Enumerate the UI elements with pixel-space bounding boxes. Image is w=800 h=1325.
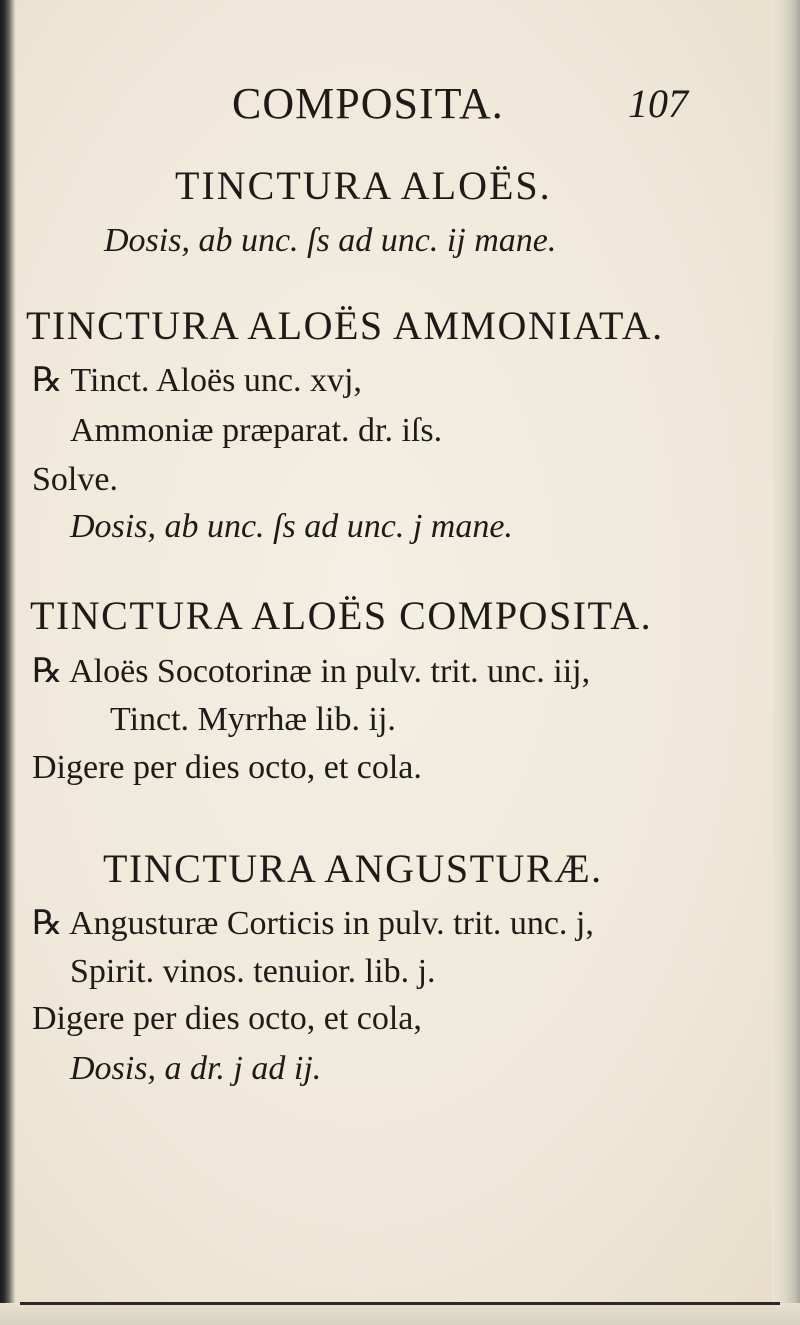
recipe-line: Digere per dies octo, et cola. <box>32 749 422 786</box>
dosage-line: Dosis, a dr. j ad ij. <box>70 1050 322 1087</box>
recipe-line: ℞ Angusturæ Corticis in pulv. trit. unc. j, <box>32 905 594 942</box>
running-head: COMPOSITA. <box>232 79 504 128</box>
recipe-line: Digere per dies octo, et cola, <box>32 1000 422 1037</box>
page-binding-edge <box>0 0 16 1325</box>
dosage-line: Dosis, ab unc. ſs ad unc. j mane. <box>70 508 513 545</box>
section-heading: TINCTURA ALOËS. <box>175 163 552 208</box>
recipe-line: Ammoniæ præparat. dr. iſs. <box>70 412 443 449</box>
section-heading: TINCTURA ALOËS AMMONIATA. <box>26 303 664 348</box>
dosage-line: Dosis, ab unc. ſs ad unc. ij mane. <box>104 222 557 259</box>
recipe-line: ℞ Tinct. Aloës unc. xvj, <box>32 362 362 399</box>
page-bottom-edge <box>0 1303 800 1325</box>
recipe-line: ℞ Aloës Socotorinæ in pulv. trit. unc. iij, <box>32 653 591 690</box>
recipe-line: Spirit. vinos. tenuior. lib. j. <box>70 953 436 990</box>
recipe-line: Solve. <box>32 461 118 498</box>
section-heading: TINCTURA ALOËS COMPOSITA. <box>30 593 653 638</box>
section-heading: TINCTURA ANGUSTURÆ. <box>103 846 603 891</box>
recipe-line: Tinct. Myrrhæ lib. ij. <box>110 701 396 738</box>
page-number: 107 <box>628 81 688 126</box>
page-fore-edge <box>772 0 800 1325</box>
bottom-rule <box>20 1302 780 1305</box>
